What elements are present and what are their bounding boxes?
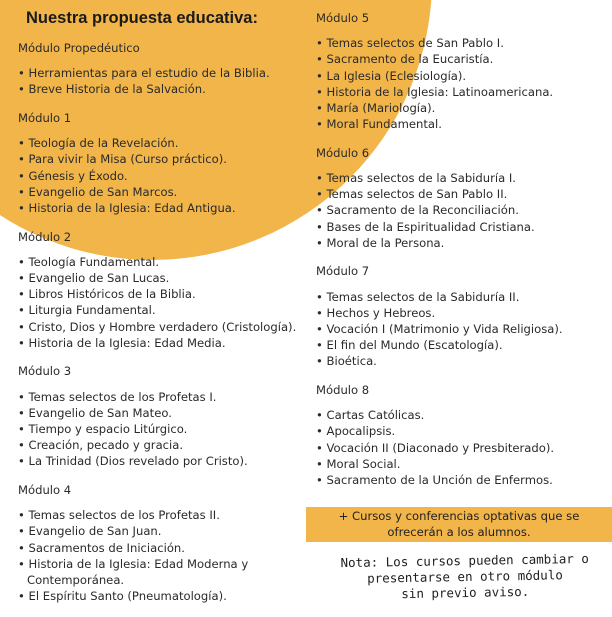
module-title: Módulo 4: [18, 483, 72, 498]
course-item: • Bioética.: [316, 353, 608, 369]
course-item: • El fin del Mundo (Escatología).: [316, 337, 608, 353]
course-list: [18, 65, 310, 97]
module-title: Módulo 2: [18, 229, 72, 244]
course-item: • Evangelio de San Lucas.: [18, 270, 310, 286]
course-item: • Temas selectos de la Sabiduría I.: [316, 170, 608, 186]
course-item: • Historia de la Iglesia: Edad Media.: [18, 335, 310, 351]
course-item: • Sacramentos de Iniciación.: [18, 540, 310, 556]
course-item: • Vocación II (Diaconado y Presbiterado).: [316, 440, 608, 456]
course-item: • Temas selectos de San Pablo II.: [316, 186, 608, 202]
note-line-2: presentarse en otro módulo: [367, 567, 563, 586]
course-list: [18, 135, 310, 216]
course-item: • Cristo, Dios y Hombre verdadero (Cristología).: [18, 319, 310, 335]
module-block: [18, 229, 310, 351]
course-item: • Temas selectos de San Pablo I.: [316, 35, 608, 51]
note-line-1: Nota: Los cursos pueden cambiar o: [340, 550, 590, 571]
course-item: • Temas selectos de la Sabiduría II.: [316, 289, 608, 305]
course-item: • Historia de la Iglesia: Edad Antigua.: [18, 200, 310, 216]
module-title: Módulo 8: [316, 383, 370, 398]
course-item: • Sacramento de la Unción de Enfermos.: [316, 472, 608, 488]
note-block: [318, 550, 612, 603]
course-list: [18, 254, 310, 351]
module-title: Módulo 5: [316, 11, 370, 25]
optional-courses-banner: [306, 507, 612, 542]
course-item: • Evangelio de San Mateo.: [18, 405, 310, 421]
page-title: Nuestra propuesta educativa:: [26, 9, 258, 27]
course-item: • Evangelio de San Juan.: [18, 523, 310, 539]
course-item: • El Espíritu Santo (Pneumatología).: [18, 588, 310, 604]
optional-line-2: ofrecerán a los alumnos.: [387, 524, 531, 539]
course-item: • Hechos y Hebreos.: [316, 305, 608, 321]
course-item: • Cartas Católicas.: [316, 407, 608, 423]
course-item: • Herramientas para el estudio de la Biblia.: [18, 65, 310, 81]
course-item: • La Iglesia (Eclesiología).: [316, 68, 608, 84]
course-item: • Teología de la Revelación.: [18, 135, 310, 151]
course-list: [316, 407, 608, 488]
module-title: Módulo 1: [18, 111, 72, 125]
module-block: [18, 363, 310, 469]
course-item: • Vocación I (Matrimonio y Vida Religiosa).: [316, 321, 608, 337]
module-block: [316, 145, 608, 251]
course-item: • Bases de la Espiritualidad Cristiana.: [316, 219, 608, 235]
course-list: [18, 507, 310, 604]
course-item: • Moral Fundamental.: [316, 116, 608, 132]
course-item: • Temas selectos de los Profetas I.: [18, 389, 310, 405]
module-title: Módulo 6: [316, 145, 370, 160]
module-block: [18, 40, 310, 98]
module-title: Módulo Propedéutico: [18, 41, 140, 55]
course-item: • Liturgia Fundamental.: [18, 302, 310, 318]
course-item: • Teología Fundamental.: [18, 254, 310, 270]
course-item: • Creación, pecado y gracia.: [18, 437, 310, 453]
course-item: • Moral Social.: [316, 456, 608, 472]
note-line-3: sin previo aviso.: [401, 583, 530, 601]
course-item: • Libros Históricos de la Biblia.: [18, 286, 310, 302]
right-column: [316, 10, 608, 501]
optional-line-1: + Cursos y conferencias optativas que se: [338, 509, 580, 523]
course-item: • Historia de la Iglesia: Latinoamericana.: [316, 84, 608, 100]
left-column: [18, 40, 310, 617]
module-block: [18, 482, 310, 604]
module-block: [316, 382, 608, 488]
course-item: • Génesis y Éxodo.: [18, 168, 310, 184]
course-item: • Moral de la Persona.: [316, 235, 608, 251]
course-item: • Sacramento de la Reconciliación.: [316, 202, 608, 218]
course-item: • Historia de la Iglesia: Edad Moderna y Contemporánea.: [18, 556, 310, 588]
course-list: [316, 170, 608, 251]
module-title: Módulo 7: [316, 264, 370, 279]
module-title: Módulo 3: [18, 364, 72, 379]
course-item: • Sacramento de la Eucaristía.: [316, 51, 608, 67]
course-list: [316, 35, 608, 132]
course-list: [316, 289, 608, 370]
module-block: [316, 263, 608, 369]
course-item: • Temas selectos de los Profetas II.: [18, 507, 310, 523]
course-item: • Tiempo y espacio Litúrgico.: [18, 421, 310, 437]
course-item: • María (Mariología).: [316, 100, 608, 116]
course-item: • Evangelio de San Marcos.: [18, 184, 310, 200]
course-item: • Para vivir la Misa (Curso práctico).: [18, 151, 310, 167]
module-block: [18, 110, 310, 216]
module-block: [316, 10, 608, 132]
course-item: • La Trinidad (Dios revelado por Cristo).: [18, 453, 310, 469]
course-item: • Breve Historia de la Salvación.: [18, 81, 310, 97]
course-list: [18, 389, 310, 470]
course-item: • Apocalipsis.: [316, 423, 608, 439]
